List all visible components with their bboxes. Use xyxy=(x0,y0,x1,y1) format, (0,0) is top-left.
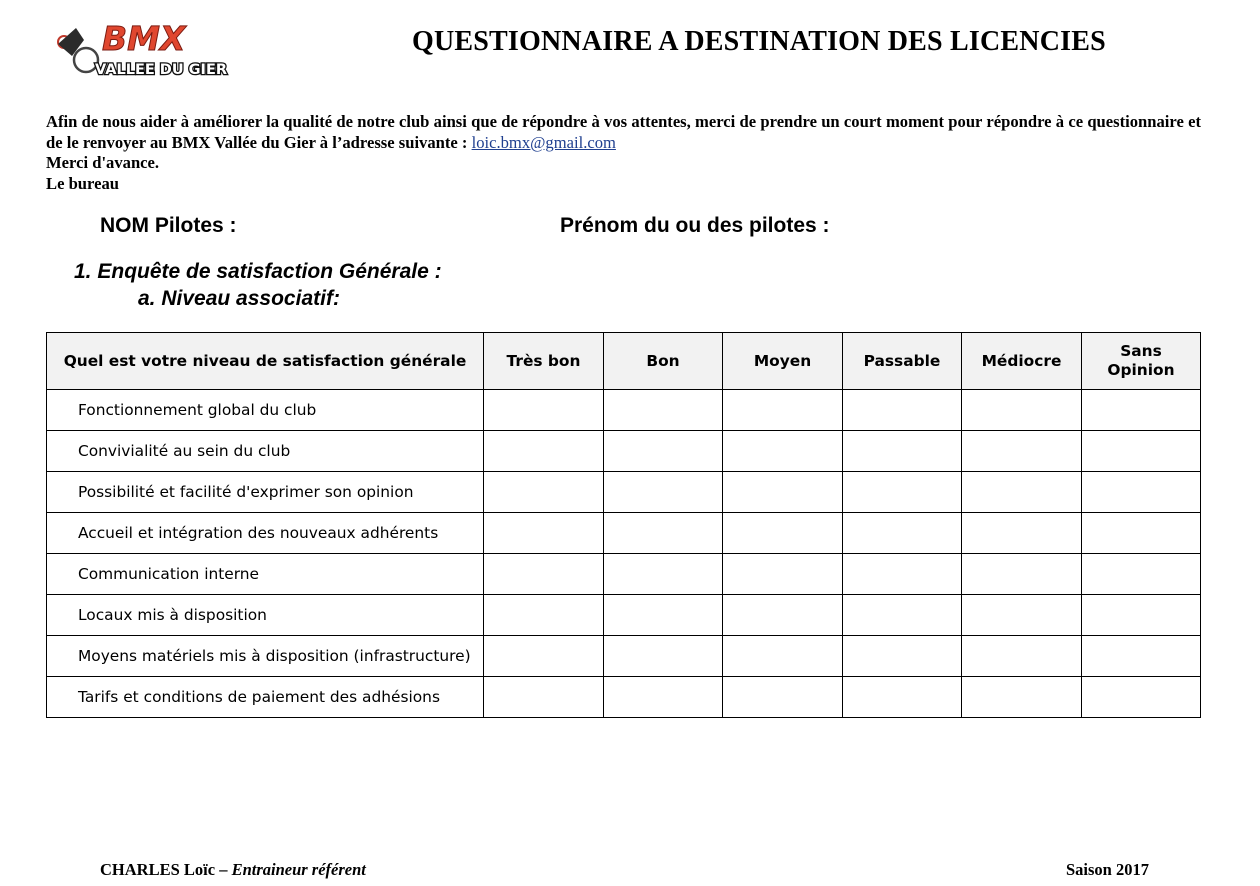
answer-cell[interactable] xyxy=(843,472,962,513)
answer-cell[interactable] xyxy=(484,677,604,718)
answer-cell[interactable] xyxy=(962,472,1082,513)
header-bon: Bon xyxy=(604,333,723,390)
answer-cell[interactable] xyxy=(962,554,1082,595)
header-question: Quel est votre niveau de satisfaction générale xyxy=(47,333,484,390)
club-logo xyxy=(50,10,228,80)
answer-cell[interactable] xyxy=(962,595,1082,636)
answer-cell[interactable] xyxy=(604,554,723,595)
intro-text: Afin de nous aider à améliorer la qualité de notre club ainsi que de répondre à vos attentes, merci de prendre un court moment pour répondre à ce questionnaire et de le renvoyer au BMX Vallée du Gier à l’adresse suivante : xyxy=(46,112,1201,152)
answer-cell[interactable] xyxy=(723,513,843,554)
answer-cell[interactable] xyxy=(843,636,962,677)
table-row xyxy=(47,595,1201,636)
table-row xyxy=(47,513,1201,554)
table-row xyxy=(47,636,1201,677)
section-heading xyxy=(74,260,442,284)
footer-separator: – xyxy=(215,860,232,879)
answer-cell[interactable] xyxy=(723,554,843,595)
answer-cell[interactable] xyxy=(843,595,962,636)
answer-cell[interactable] xyxy=(1082,554,1201,595)
answer-cell[interactable] xyxy=(484,595,604,636)
answer-cell[interactable] xyxy=(723,677,843,718)
answer-cell[interactable] xyxy=(604,677,723,718)
answer-cell[interactable] xyxy=(1082,472,1201,513)
answer-cell[interactable] xyxy=(723,595,843,636)
footer-role: Entraineur référent xyxy=(231,860,366,879)
header-tres-bon: Très bon xyxy=(484,333,604,390)
row-label: Communication interne xyxy=(47,554,484,595)
nom-pilotes-label: NOM Pilotes : xyxy=(100,214,237,237)
answer-cell[interactable] xyxy=(723,431,843,472)
row-label: Moyens matériels mis à disposition (infrastructure) xyxy=(47,636,484,677)
answer-cell[interactable] xyxy=(962,513,1082,554)
answer-cell[interactable] xyxy=(604,513,723,554)
answer-cell[interactable] xyxy=(604,472,723,513)
footer-name: CHARLES Loïc xyxy=(100,860,216,879)
answer-cell[interactable] xyxy=(484,636,604,677)
table-row xyxy=(47,677,1201,718)
answer-cell[interactable] xyxy=(1082,513,1201,554)
answer-cell[interactable] xyxy=(962,636,1082,677)
table-row xyxy=(47,390,1201,431)
section-title: Enquête de satisfaction Générale : xyxy=(97,260,442,283)
header-mediocre: Médiocre xyxy=(962,333,1082,390)
answer-cell[interactable] xyxy=(843,513,962,554)
table-row xyxy=(47,431,1201,472)
answer-cell[interactable] xyxy=(1082,595,1201,636)
table-row xyxy=(47,472,1201,513)
prenom-pilotes-label: Prénom du ou des pilotes : xyxy=(560,214,830,237)
subsection-letter: a. xyxy=(138,287,156,310)
answer-cell[interactable] xyxy=(604,595,723,636)
intro-paragraph xyxy=(46,112,1201,194)
satisfaction-table xyxy=(46,332,1201,718)
header-sans-opinion: Sans Opinion xyxy=(1082,333,1201,390)
row-label: Convivialité au sein du club xyxy=(47,431,484,472)
row-label: Possibilité et facilité d'exprimer son opinion xyxy=(47,472,484,513)
answer-cell[interactable] xyxy=(604,636,723,677)
row-label: Accueil et intégration des nouveaux adhérents xyxy=(47,513,484,554)
subsection-heading xyxy=(138,287,340,311)
answer-cell[interactable] xyxy=(604,431,723,472)
header-moyen: Moyen xyxy=(723,333,843,390)
footer-season: Saison 2017 xyxy=(1066,860,1149,879)
answer-cell[interactable] xyxy=(843,390,962,431)
answer-cell[interactable] xyxy=(723,390,843,431)
answer-cell[interactable] xyxy=(1082,636,1201,677)
row-label: Fonctionnement global du club xyxy=(47,390,484,431)
answer-cell[interactable] xyxy=(962,390,1082,431)
logo-text-bmx: BMX xyxy=(102,19,186,58)
intro-signature: Le bureau xyxy=(46,173,119,193)
header-passable: Passable xyxy=(843,333,962,390)
answer-cell[interactable] xyxy=(1082,390,1201,431)
table-header-row xyxy=(47,333,1201,390)
contact-email-link[interactable]: loic.bmx@gmail.com xyxy=(471,132,616,152)
answer-cell[interactable] xyxy=(843,554,962,595)
answer-cell[interactable] xyxy=(604,390,723,431)
footer-author xyxy=(100,860,366,880)
answer-cell[interactable] xyxy=(1082,431,1201,472)
intro-thanks: Merci d'avance. xyxy=(46,153,160,173)
answer-cell[interactable] xyxy=(1082,677,1201,718)
answer-cell[interactable] xyxy=(723,636,843,677)
subsection-title: Niveau associatif: xyxy=(161,287,340,310)
document-title: QUESTIONNAIRE A DESTINATION DES LICENCIES xyxy=(412,26,1106,57)
answer-cell[interactable] xyxy=(484,390,604,431)
answer-cell[interactable] xyxy=(484,472,604,513)
row-label: Tarifs et conditions de paiement des adhésions xyxy=(47,677,484,718)
logo-text-vallee: VALLEE DU GIER xyxy=(95,62,228,78)
section-number: 1. xyxy=(74,260,92,283)
answer-cell[interactable] xyxy=(843,431,962,472)
answer-cell[interactable] xyxy=(484,513,604,554)
answer-cell[interactable] xyxy=(962,431,1082,472)
answer-cell[interactable] xyxy=(843,677,962,718)
answer-cell[interactable] xyxy=(484,554,604,595)
row-label: Locaux mis à disposition xyxy=(47,595,484,636)
table-row xyxy=(47,554,1201,595)
answer-cell[interactable] xyxy=(484,431,604,472)
answer-cell[interactable] xyxy=(723,472,843,513)
answer-cell[interactable] xyxy=(962,677,1082,718)
